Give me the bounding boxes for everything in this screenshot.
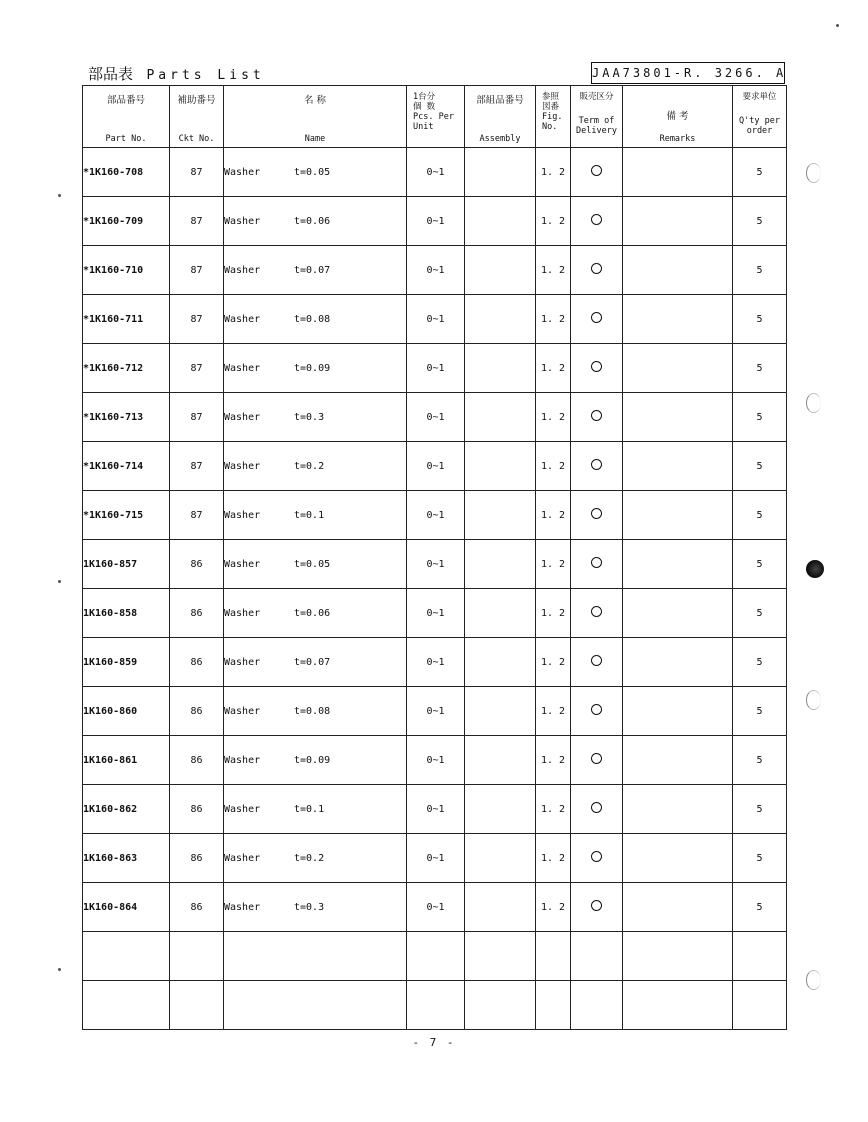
table-row [83,540,787,589]
circle-icon [591,900,602,911]
cell-pcs-per-unit: 0~1 [407,540,465,589]
cell-delivery [571,785,623,834]
cell-ckt-no: 86 [170,589,224,638]
empty-cell [83,981,170,1030]
cell-fig-no: 1. 2 [536,442,571,491]
cell-qty-per-order: 5 [733,197,787,246]
cell-fig-no: 1. 2 [536,148,571,197]
part-spec: t=0.09 [294,754,331,766]
table-row [83,246,787,295]
cell-remarks [623,197,733,246]
table-row [83,148,787,197]
cell-pcs-per-unit: 0~1 [407,883,465,932]
cell-qty-per-order: 5 [733,589,787,638]
header-fig [536,86,571,148]
cell-part-no: 1K160-857 [83,540,170,589]
table-row [83,785,787,834]
cell-part-no: 1K160-864 [83,883,170,932]
cell-part-no: *1K160-713 [83,393,170,442]
cell-pcs-per-unit: 0~1 [407,785,465,834]
header-delivery-en2: Delivery [576,126,617,136]
cell-qty-per-order: 5 [733,638,787,687]
parts-table [82,85,787,1030]
cell-ckt-no: 87 [170,295,224,344]
title-english: Parts List [146,68,265,83]
circle-icon [591,312,602,323]
cell-name [224,197,407,246]
cell-pcs-per-unit: 0~1 [407,197,465,246]
cell-fig-no: 1. 2 [536,393,571,442]
cell-ckt-no: 87 [170,442,224,491]
cell-remarks [623,687,733,736]
cell-delivery [571,295,623,344]
cell-delivery [571,491,623,540]
cell-remarks [623,491,733,540]
cell-fig-no: 1. 2 [536,246,571,295]
cell-part-no: *1K160-710 [83,246,170,295]
page-number: - 7 - [412,1036,456,1049]
empty-cell [571,932,623,981]
cell-assembly [465,883,536,932]
header-name-en: Name [304,134,326,144]
cell-pcs-per-unit: 0~1 [407,295,465,344]
cell-ckt-no: 86 [170,687,224,736]
circle-icon [591,557,602,568]
cell-delivery [571,197,623,246]
cell-qty-per-order: 5 [733,393,787,442]
cell-ckt-no: 86 [170,834,224,883]
cell-name [224,344,407,393]
cell-pcs-per-unit: 0~1 [407,834,465,883]
cell-remarks [623,589,733,638]
part-spec: t=0.1 [294,509,325,521]
part-name: Washer [224,852,261,864]
cell-delivery [571,883,623,932]
cell-remarks [623,442,733,491]
speck [58,194,61,197]
circle-icon [591,655,602,666]
cell-delivery [571,540,623,589]
cell-delivery [571,148,623,197]
table-row [83,589,787,638]
circle-icon [591,214,602,225]
cell-delivery [571,638,623,687]
header-qty [733,86,787,148]
cell-part-no: *1K160-712 [83,344,170,393]
cell-remarks [623,148,733,197]
part-spec: t=0.07 [294,264,331,276]
part-name: Washer [224,754,261,766]
cell-remarks [623,393,733,442]
cell-name [224,736,407,785]
cell-name [224,246,407,295]
cell-name [224,785,407,834]
empty-cell [83,932,170,981]
header-qty-en1: Q'ty per [739,116,780,126]
cell-name [224,834,407,883]
cell-ckt-no: 86 [170,883,224,932]
circle-icon [591,753,602,764]
cell-remarks [623,785,733,834]
header-part-no-en: Part No. [105,134,147,144]
empty-cell [465,981,536,1030]
cell-assembly [465,246,536,295]
part-spec: t=0.05 [294,166,331,178]
part-name: Washer [224,901,261,913]
cell-fig-no: 1. 2 [536,736,571,785]
cell-pcs-per-unit: 0~1 [407,442,465,491]
cell-qty-per-order: 5 [733,687,787,736]
header-assembly [465,86,536,148]
cell-ckt-no: 87 [170,246,224,295]
cell-qty-per-order: 5 [733,834,787,883]
part-name: Washer [224,313,261,325]
table-row [83,491,787,540]
cell-remarks [623,540,733,589]
cell-remarks [623,246,733,295]
table-row [83,834,787,883]
cell-pcs-per-unit: 0~1 [407,638,465,687]
part-spec: t=0.2 [294,460,325,472]
cell-part-no: *1K160-708 [83,148,170,197]
binding-hole [806,970,821,990]
header-pcs-en1: Pcs. Per [413,112,454,122]
cell-assembly [465,295,536,344]
empty-cell [623,981,733,1030]
part-spec: t=0.09 [294,362,331,374]
cell-qty-per-order: 5 [733,344,787,393]
empty-row [83,981,787,1030]
cell-delivery [571,687,623,736]
cell-remarks [623,344,733,393]
part-name: Washer [224,656,261,668]
empty-cell [224,981,407,1030]
binding-hole [806,163,821,183]
cell-name [224,638,407,687]
cell-qty-per-order: 5 [733,246,787,295]
table-row [83,442,787,491]
speck [58,968,61,971]
circle-icon [591,802,602,813]
cell-assembly [465,491,536,540]
header-qty-en2: order [746,126,773,136]
cell-remarks [623,638,733,687]
header-ckt-no-en: Ckt No. [178,134,215,144]
cell-fig-no: 1. 2 [536,197,571,246]
part-spec: t=0.07 [294,656,331,668]
header-delivery-jp: 販売区分 [579,92,614,102]
header-remarks-jp: 備 考 [666,111,689,122]
part-spec: t=0.3 [294,901,325,913]
cell-remarks [623,883,733,932]
header-fig-jp2: 図番 [542,102,560,112]
cell-assembly [465,589,536,638]
part-name: Washer [224,705,261,717]
cell-part-no: 1K160-859 [83,638,170,687]
parts-table-body [83,148,787,1030]
part-spec: t=0.3 [294,411,325,423]
header-assembly-jp: 部組品番号 [476,95,524,106]
cell-ckt-no: 86 [170,736,224,785]
cell-assembly [465,442,536,491]
cell-name [224,393,407,442]
cell-fig-no: 1. 2 [536,344,571,393]
circle-icon [591,361,602,372]
cell-qty-per-order: 5 [733,295,787,344]
cell-fig-no: 1. 2 [536,589,571,638]
header-name-jp: 名 称 [303,95,327,106]
speck [58,580,61,583]
table-row [83,197,787,246]
header-part-no-jp: 部品番号 [106,95,145,106]
cell-name [224,148,407,197]
header-remarks-en: Remarks [659,134,696,144]
header-fig-en1: Fig. [542,112,563,122]
cell-qty-per-order: 5 [733,148,787,197]
part-name: Washer [224,166,261,178]
table-row [83,295,787,344]
cell-qty-per-order: 5 [733,883,787,932]
header-ckt-no-jp: 補助番号 [177,95,216,106]
circle-icon [591,704,602,715]
cell-delivery [571,393,623,442]
cell-part-no: 1K160-858 [83,589,170,638]
empty-cell [170,932,224,981]
cell-qty-per-order: 5 [733,540,787,589]
cell-fig-no: 1. 2 [536,638,571,687]
title-japanese: 部品表 [88,65,134,83]
part-spec: t=0.08 [294,313,331,325]
cell-name [224,295,407,344]
cell-name [224,540,407,589]
part-spec: t=0.08 [294,705,331,717]
cell-remarks [623,834,733,883]
cell-pcs-per-unit: 0~1 [407,246,465,295]
header-pcs [407,86,465,148]
cell-fig-no: 1. 2 [536,785,571,834]
header-fig-en2: No. [542,122,558,132]
cell-qty-per-order: 5 [733,442,787,491]
part-spec: t=0.05 [294,558,331,570]
circle-icon [591,165,602,176]
cell-assembly [465,148,536,197]
cell-delivery [571,736,623,785]
header-ckt-no [170,86,224,148]
circle-icon [591,508,602,519]
empty-row [83,932,787,981]
cell-fig-no: 1. 2 [536,687,571,736]
empty-cell [571,981,623,1030]
cell-part-no: *1K160-709 [83,197,170,246]
circle-icon [591,459,602,470]
cell-pcs-per-unit: 0~1 [407,736,465,785]
cell-remarks [623,736,733,785]
circle-icon [591,410,602,421]
empty-cell [623,932,733,981]
cell-ckt-no: 87 [170,491,224,540]
document-number: JAA73801-R. 3266. A [591,62,785,84]
speck [836,24,839,27]
empty-cell [407,932,465,981]
cell-ckt-no: 86 [170,540,224,589]
table-row [83,344,787,393]
cell-part-no: 1K160-860 [83,687,170,736]
part-name: Washer [224,215,261,227]
cell-ckt-no: 87 [170,197,224,246]
cell-assembly [465,393,536,442]
cell-pcs-per-unit: 0~1 [407,344,465,393]
cell-assembly [465,540,536,589]
empty-cell [407,981,465,1030]
part-spec: t=0.06 [294,215,331,227]
cell-name [224,687,407,736]
part-name: Washer [224,558,261,570]
binding-hole [806,393,821,413]
binding-hole [806,560,824,578]
cell-part-no: 1K160-862 [83,785,170,834]
part-name: Washer [224,411,261,423]
cell-remarks [623,295,733,344]
header-delivery [571,86,623,148]
cell-qty-per-order: 5 [733,491,787,540]
header-pcs-jp2: 個 数 [413,102,436,112]
empty-cell [536,932,571,981]
cell-name [224,589,407,638]
circle-icon [591,263,602,274]
cell-pcs-per-unit: 0~1 [407,687,465,736]
cell-ckt-no: 87 [170,344,224,393]
cell-ckt-no: 86 [170,638,224,687]
header-fig-jp1: 参照 [542,92,560,102]
cell-assembly [465,638,536,687]
part-name: Washer [224,509,261,521]
cell-pcs-per-unit: 0~1 [407,393,465,442]
binding-hole [806,690,821,710]
cell-fig-no: 1. 2 [536,540,571,589]
circle-icon [591,851,602,862]
header-pcs-jp1: 1台分 [413,92,436,102]
cell-ckt-no: 87 [170,393,224,442]
circle-icon [591,606,602,617]
empty-cell [536,981,571,1030]
cell-qty-per-order: 5 [733,785,787,834]
cell-delivery [571,834,623,883]
cell-delivery [571,442,623,491]
cell-assembly [465,785,536,834]
header-qty-jp: 要求単位 [742,92,777,102]
cell-pcs-per-unit: 0~1 [407,148,465,197]
empty-cell [224,932,407,981]
header-assembly-en: Assembly [479,134,521,144]
part-spec: t=0.1 [294,803,325,815]
empty-cell [733,932,787,981]
cell-part-no: 1K160-863 [83,834,170,883]
table-row [83,393,787,442]
header-remarks [623,86,733,148]
part-name: Washer [224,803,261,815]
cell-fig-no: 1. 2 [536,883,571,932]
cell-pcs-per-unit: 0~1 [407,491,465,540]
page-title [88,63,265,84]
cell-assembly [465,344,536,393]
cell-assembly [465,834,536,883]
header-delivery-en1: Term of [578,116,615,126]
header-part-no [83,86,170,148]
cell-name [224,491,407,540]
table-row [83,883,787,932]
cell-fig-no: 1. 2 [536,491,571,540]
part-name: Washer [224,460,261,472]
part-name: Washer [224,607,261,619]
cell-ckt-no: 87 [170,148,224,197]
part-name: Washer [224,362,261,374]
cell-name [224,883,407,932]
cell-part-no: *1K160-715 [83,491,170,540]
table-row [83,638,787,687]
cell-fig-no: 1. 2 [536,295,571,344]
cell-ckt-no: 86 [170,785,224,834]
table-row [83,687,787,736]
cell-delivery [571,246,623,295]
empty-cell [465,932,536,981]
empty-cell [733,981,787,1030]
empty-cell [170,981,224,1030]
table-header-row [83,86,787,148]
part-spec: t=0.2 [294,852,325,864]
cell-part-no: *1K160-714 [83,442,170,491]
part-spec: t=0.06 [294,607,331,619]
cell-part-no: *1K160-711 [83,295,170,344]
part-name: Washer [224,264,261,276]
cell-assembly [465,736,536,785]
cell-delivery [571,589,623,638]
table-row [83,736,787,785]
cell-part-no: 1K160-861 [83,736,170,785]
cell-pcs-per-unit: 0~1 [407,589,465,638]
header-name [224,86,407,148]
cell-name [224,442,407,491]
cell-assembly [465,197,536,246]
cell-fig-no: 1. 2 [536,834,571,883]
cell-assembly [465,687,536,736]
cell-qty-per-order: 5 [733,736,787,785]
header-pcs-en2: Unit [413,122,434,132]
cell-delivery [571,344,623,393]
